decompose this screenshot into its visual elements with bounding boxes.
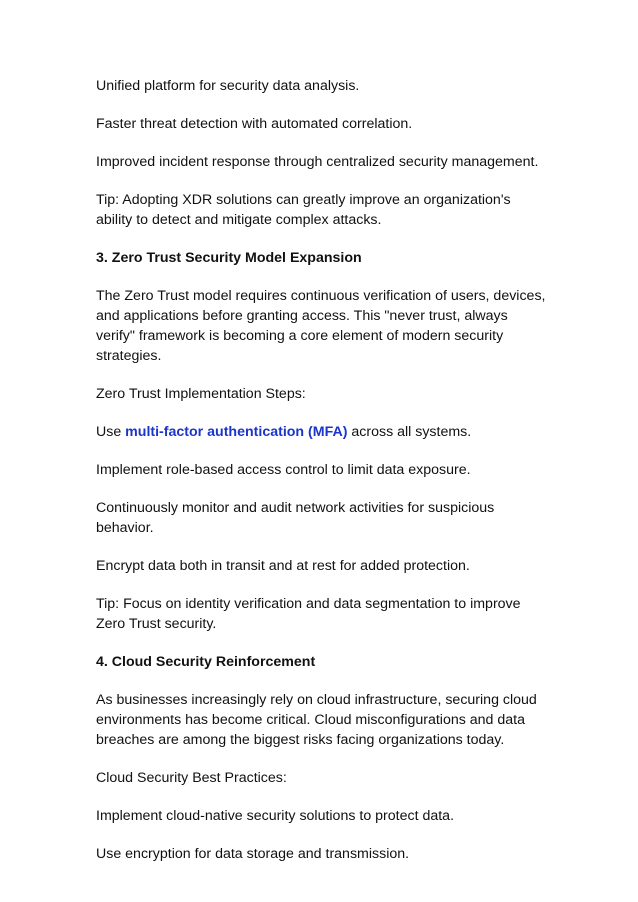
mfa-prefix-text: Use bbox=[96, 424, 126, 440]
paragraph-xdr-tip: Tip: Adopting XDR solutions can greatly improve an organization's ability to detect and mitigate complex attacks. bbox=[96, 192, 511, 228]
mfa-link[interactable]: multi-factor authentication (MFA) bbox=[125, 424, 348, 440]
paragraph-faster-detection: Faster threat detection with automated correlation. bbox=[96, 116, 413, 132]
paragraph-cloud-intro: As businesses increasingly rely on cloud infrastructure, securing cloud environments has become critical. Cloud misconfigurations and data breaches are among the biggest risks facing organizations today. bbox=[96, 692, 537, 748]
mfa-suffix-text: across all systems. bbox=[347, 424, 472, 440]
heading-zero-trust: 3. Zero Trust Security Model Expansion bbox=[96, 250, 362, 266]
paragraph-rbac: Implement role-based access control to limit data exposure. bbox=[96, 462, 471, 478]
paragraph-cloud-native: Implement cloud-native security solutions to protect data. bbox=[96, 808, 455, 824]
paragraph-encrypt-data: Encrypt data both in transit and at rest for added protection. bbox=[96, 558, 470, 574]
paragraph-cloud-best-practices: Cloud Security Best Practices: bbox=[96, 770, 287, 786]
paragraph-use-encryption: Use encryption for data storage and transmission. bbox=[96, 846, 410, 862]
paragraph-monitor-audit: Continuously monitor and audit network activities for suspicious behavior. bbox=[96, 500, 495, 536]
paragraph-zero-trust-steps: Zero Trust Implementation Steps: bbox=[96, 386, 306, 402]
paragraph-incident-response: Improved incident response through centralized security management. bbox=[96, 154, 539, 170]
heading-cloud-security: 4. Cloud Security Reinforcement bbox=[96, 654, 316, 670]
paragraph-unified-platform: Unified platform for security data analysis. bbox=[96, 78, 360, 94]
paragraph-use-mfa bbox=[96, 422, 548, 442]
paragraph-zero-trust-tip: Tip: Focus on identity verification and data segmentation to improve Zero Trust security. bbox=[96, 596, 521, 632]
paragraph-zero-trust-intro: The Zero Trust model requires continuous verification of users, devices, and applications before granting access. This "never trust, always verify" framework is becoming a core element of modern security strategies. bbox=[96, 288, 546, 364]
